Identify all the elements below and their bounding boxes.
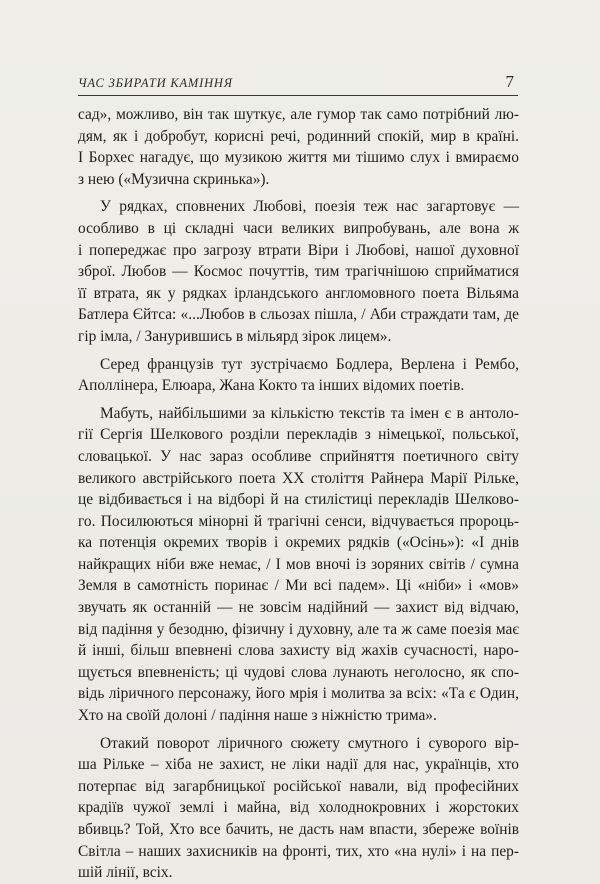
text-line: дям, як і добробут, корисні речі, родинний спокій, мир в країні. bbox=[78, 127, 519, 145]
text-line: звучать як останній — не зовсім надійний — захист від відчаю, bbox=[78, 599, 519, 617]
text-line: Аполлінера, Елюара, Жана Кокто та інших відомих поетів. bbox=[78, 377, 465, 395]
text-line: крадіїв чужої землі і майна, від холоднокровних і жорстоких bbox=[78, 799, 519, 817]
text-line: Батлера Єйтса: «...Любов в сльозах пішла, / Аби страждати там, де bbox=[78, 306, 519, 324]
text-line: гір імла, / Занурившись в мільярд зірок лицем». bbox=[78, 327, 392, 345]
body-text bbox=[78, 104, 519, 884]
text-line: І Борхес нагадує, що музикою життя ми тішимо слух і вмираємо bbox=[78, 149, 519, 167]
paragraph bbox=[78, 104, 519, 190]
text-line: гії Сергія Шелкового розділи перекладів з німецької, польської, bbox=[78, 426, 519, 444]
text-line: особливо в ці складні часи великих випробувань, але вона ж bbox=[78, 219, 519, 237]
text-line: Світла – наших захисників на фронті, тих, хто «на нулі» і на пер- bbox=[78, 842, 519, 860]
paragraph bbox=[78, 354, 519, 397]
text-line: ша Рільке – хіба не захист, не ліки надії для нас, українців, хто bbox=[78, 756, 519, 774]
text-line: щується впевненість; ці чудові слова лунають неголосно, як спо- bbox=[78, 663, 519, 681]
text-line: сад», можливо, він так шуткує, але гумор так само потрібний лю- bbox=[78, 106, 519, 123]
running-title: ЧАС ЗБИРАТИ КАМІННЯ bbox=[78, 76, 233, 90]
text-line: ка потенція окремих творів і окремих рядків («Осінь»): «І днів bbox=[78, 534, 519, 552]
text-line: це відбивається і на відборі й на стилістиці перекладів Шелково- bbox=[78, 491, 519, 509]
text-line: зброї. Любов — Космос почуттів, тим трагічнішою сприйматися bbox=[78, 263, 519, 281]
paragraph bbox=[78, 733, 519, 884]
text-line: вбивць? Той, Хто все бачить, не дасть нам впасти, збереже воїнів bbox=[78, 821, 519, 838]
paragraph bbox=[78, 196, 519, 347]
text-line: У рядках, сповнених Любові, поезія теж нас загартовує — bbox=[100, 198, 519, 216]
page-header bbox=[78, 72, 516, 94]
text-line: і попереджає про загрозу втрати Віри і Любові, нашої духовної bbox=[78, 241, 519, 259]
header-rule bbox=[78, 95, 518, 96]
paragraph bbox=[78, 403, 519, 727]
text-line: з нею («Музична скринька»). bbox=[78, 170, 270, 188]
text-line: й інші, більш впевнені слова захисту від жахів сучасності, наро- bbox=[78, 642, 519, 660]
text-line: Мабуть, найбільшими за кількістю текстів та імен є в антоло- bbox=[100, 404, 519, 422]
text-line: Отакий поворот ліричного сюжету смутного і суворого вір- bbox=[100, 734, 519, 752]
text-line: Серед французів тут зустрічаємо Бодлера, Верлена і Рембо, bbox=[100, 355, 519, 373]
text-line: го. Посилюються мінорні й трагічні сенси, відчувається пророць- bbox=[78, 512, 519, 530]
text-line: словацької. У нас зараз особливе сприйняття поетичного світу bbox=[78, 447, 519, 465]
text-line: відь ліричного персонажу, його мрія і молитва за всіх: «Та є Один, bbox=[78, 685, 519, 703]
page-number: 7 bbox=[505, 72, 514, 91]
text-line: від падіння у безодню, фізичну і духовну, але та ж саме поезія має bbox=[78, 620, 519, 638]
text-line: шій лінії, всіх. bbox=[78, 864, 173, 882]
text-line: її втрата, як у рядках ірландського англомовного поета Вільяма bbox=[78, 284, 519, 302]
text-line: найкращих ніби вже немає, / І мов вночі із зоряних світів / сумна bbox=[78, 555, 519, 573]
text-line: потерпає від загарбницької російської навали, від професійних bbox=[78, 777, 519, 795]
text-line: Хто на своїй долоні / падіння наше з ніжністю трима». bbox=[78, 707, 437, 725]
text-line: великого австрійського поета ХХ століття Райнера Марії Рільке, bbox=[78, 469, 519, 487]
text-line: Земля в самотність поринає / Ми всі падем». Ці «ніби» і «мов» bbox=[78, 577, 519, 595]
